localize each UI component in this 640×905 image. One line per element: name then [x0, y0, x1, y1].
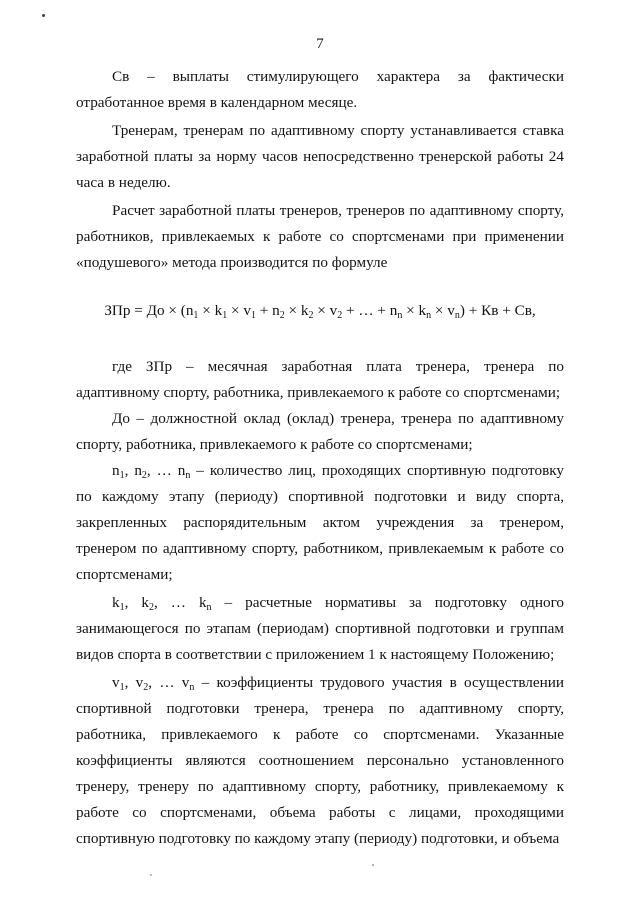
formula-part: × k: [284, 302, 309, 319]
formula-subscript: 1: [222, 310, 228, 321]
formula-subscript: 2: [143, 682, 149, 693]
formula-subscript: 1: [119, 470, 125, 481]
formula-subscript: 2: [337, 310, 343, 321]
definition-symbol: n: [112, 462, 120, 479]
formula-part: + … + n: [342, 302, 398, 319]
definition-symbol: k: [112, 594, 120, 611]
scan-speck: [150, 874, 152, 876]
formula-part: × v: [313, 302, 338, 319]
definition-n: [76, 458, 564, 588]
formula-subscript: 1: [119, 682, 125, 693]
definition-v: [76, 670, 564, 852]
formula-subscript: n: [206, 602, 212, 613]
paragraph-rate: Тренерам, тренерам по адаптивному спорту устанавливается ставка заработной платы за норму часов непосредственно тренерской работы 24 часа в неделю.: [76, 122, 564, 191]
formula-part: + n: [255, 302, 280, 319]
formula-subscript: n: [185, 470, 191, 481]
definition-do: До – должностной оклад (оклад) тренера, тренера по адаптивному спорту, работника, привлекаемого к работе со спортсменами;: [76, 410, 564, 453]
scan-speck: [372, 864, 374, 866]
formula-part: ЗПр = До × (n: [104, 302, 194, 319]
formula-part: ) + Кв + Св,: [459, 302, 536, 319]
definition-symbol: , … n: [146, 462, 186, 479]
formula-subscript: n: [189, 682, 195, 693]
formula-subscript: 1: [193, 310, 199, 321]
formula-subscript: 2: [148, 602, 154, 613]
formula-subscript: 1: [119, 602, 125, 613]
salary-formula: [0, 302, 640, 320]
definition-text: – количество лиц, проходящих спортивную подготовку по каждому этапу (периоду) спортивной подготовки и виду спорта, закрепленных распорядительным актом учреждения за тренером, тренером по адаптивному спорту, работником, привлекаемым к работе со спортсменами;: [76, 462, 565, 583]
formula-part: × k: [402, 302, 427, 319]
definition-symbol: , v: [124, 674, 144, 691]
definition-text: – расчетные нормативы за подготовку одного занимающегося по этапам (периодам) спортивной подготовки и группам видов спорта в соответствии с приложением 1 к настоящему Положению;: [76, 594, 565, 663]
definition-k: [76, 590, 564, 668]
definition-symbol: , … v: [148, 674, 190, 691]
definition-text: – коэффициенты трудового участия в осуществлении спортивной подготовки тренера, тренера по адаптивному спорту, работника, привлекаемого к работе со спортсменами. Указанные коэффициенты являются соотношением персонально установленного тренеру, тренеру по адаптивному спорту, работнику, привлекаемому к работе со спортсменами, объема работы с лицами, проходящими спортивную подготовку по каждому этапу (периоду) подготовки, и объема: [76, 674, 565, 847]
definition-symbol: , … k: [153, 594, 207, 611]
formula-subscript: n: [454, 310, 460, 321]
formula-subscript: 2: [141, 470, 147, 481]
formula-subscript: 2: [308, 310, 314, 321]
definition-symbol: v: [112, 674, 120, 691]
formula-part: × v: [227, 302, 251, 319]
scan-speck: [42, 14, 45, 17]
formula-subscript: n: [397, 310, 403, 321]
definition-symbol: , n: [124, 462, 142, 479]
formula-part: × k: [198, 302, 223, 319]
definition-symbol: , k: [124, 594, 149, 611]
paragraph-sv-definition: Св – выплаты стимулирующего характера за фактически отработанное время в календарном месяце.: [76, 68, 564, 111]
formula-subscript: 2: [279, 310, 285, 321]
paragraph-calculation-intro: Расчет заработной платы тренеров, тренеров по адаптивному спорту, работников, привлекаемых к работе со спортсменами при применении «подушевого» метода производится по формуле: [76, 202, 564, 271]
definition-zpr: где ЗПр – месячная заработная плата тренера, тренера по адаптивному спорту, работника, привлекаемого к работе со спортсменами;: [76, 358, 564, 401]
page-number: 7: [316, 36, 324, 52]
formula-part: × v: [431, 302, 455, 319]
formula-subscript: n: [426, 310, 432, 321]
formula-subscript: 1: [250, 310, 256, 321]
